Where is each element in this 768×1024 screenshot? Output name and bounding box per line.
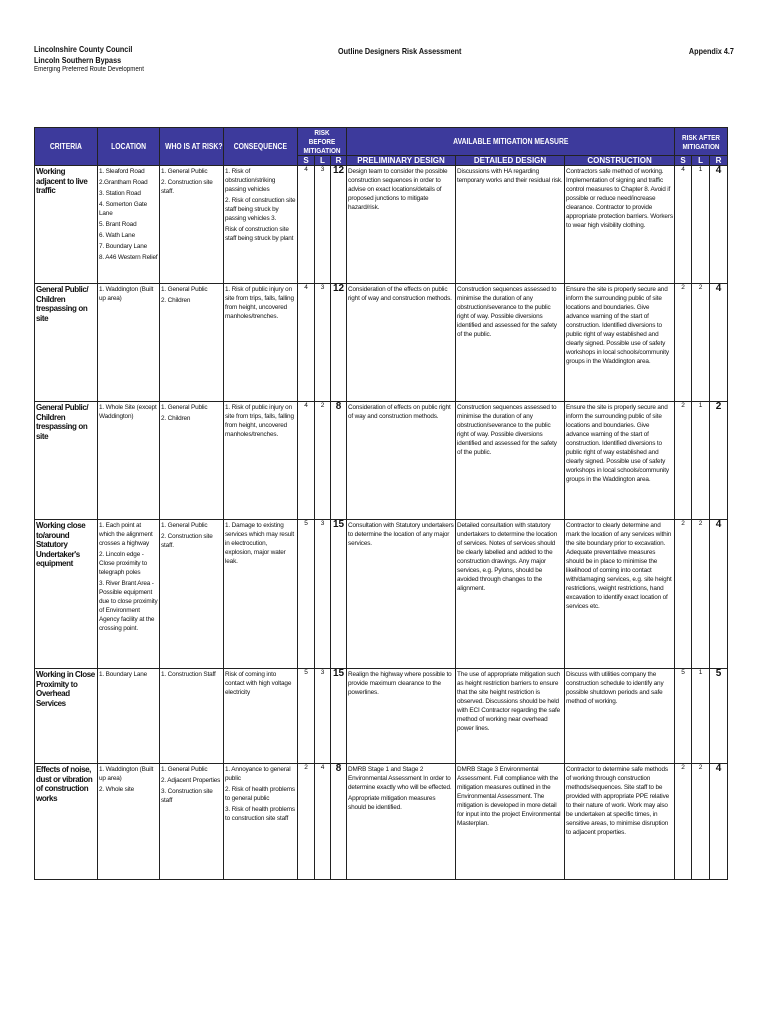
after-risk-cell: 4 [710, 764, 728, 880]
detailed-design-cell [456, 166, 565, 284]
risk-table-body [35, 166, 728, 880]
after-severity-cell: 5 [675, 669, 692, 764]
col-after-l: L [692, 156, 710, 166]
before-risk-cell: 8 [331, 402, 347, 520]
who-at-risk-cell-line: 1. General Public [161, 404, 208, 411]
after-likelihood-cell: 1 [692, 669, 710, 764]
consequence-cell-line: 1. Risk of obstruction/striking passing vehicles [225, 168, 276, 193]
preliminary-design-cell-line: Consultation with Statutory undertakers to determine the location of any major services. [348, 522, 454, 547]
after-severity-cell: 2 [675, 284, 692, 402]
preliminary-design-cell [347, 764, 456, 880]
col-mitigation: AVAILABLE MITIGATION MEASURE [347, 128, 675, 156]
col-construction: CONSTRUCTION [565, 156, 675, 166]
detailed-design-cell-line: DMRB Stage 3 Environmental Assessment. Full compliance with the mitigation measures outlined in the Environmental Assessment. The mitigation is developed in more detail for input into the project Environmental Masterplan. [457, 766, 561, 827]
construction-cell-line: Discuss with utilities company the construction schedule to identify any possible shutdown periods and safe method of working. [566, 671, 664, 705]
location-cell [98, 520, 160, 669]
location-cell-line: 1. Whole Site (except Waddington) [99, 404, 157, 420]
consequence-cell-line: Risk of construction site staff being struck by plant [225, 226, 294, 242]
who-at-risk-cell-line: 2. Children [161, 297, 191, 304]
before-severity-cell: 5 [298, 520, 315, 669]
col-risk-before: RISK BEFORE MITIGATION [298, 128, 347, 156]
detailed-design-cell [456, 764, 565, 880]
detailed-design-cell-line: Discussions with HA regarding temporary works and their residual risk. [457, 168, 563, 184]
construction-cell-line: Contractors safe method of working. Implementation of signing and traffic control measures to Chapter 8. Avoid if possible or reduce need/increase clearance. Contractor to provide appropriate protection barriers. Workers to wear high visibility clothing. [566, 168, 673, 229]
before-likelihood-cell: 3 [315, 166, 331, 284]
org-name: Lincolnshire County Council [34, 44, 133, 54]
table-row [35, 402, 728, 520]
consequence-cell-line: 2. Risk of construction site staff being struck by passing vehicles 3. [225, 197, 296, 222]
table-row [35, 669, 728, 764]
after-likelihood-cell: 1 [692, 166, 710, 284]
location-cell [98, 166, 160, 284]
consequence-cell [224, 284, 298, 402]
col-consequence: CONSEQUENCE [224, 128, 298, 166]
consequence-cell-line: 1. Damage to existing services which may result in electrocution, explosion, major water leak. [225, 522, 295, 565]
before-likelihood-cell: 3 [315, 669, 331, 764]
who-at-risk-cell-line: 2. Children [161, 415, 191, 422]
consequence-cell-line: 3. Risk of health problems to construction site staff [225, 806, 295, 822]
col-before-s: S [298, 156, 315, 166]
who-at-risk-cell-line: 1. General Public [161, 766, 208, 773]
before-severity-cell: 4 [298, 402, 315, 520]
who-at-risk-cell [160, 402, 224, 520]
location-cell-line: 2.Grantham Road [99, 179, 148, 186]
who-at-risk-cell-line: 2. Construction site staff. [161, 533, 213, 549]
construction-cell-line: Contractor to determine safe methods of working through construction methods/sequences. Site staff to be provided with appropriate PPE relative to their nature of work. Work may also be undertaken at specific times, in sensitive areas, to minimise disruption to adjacent properties. [566, 766, 670, 836]
preliminary-design-cell-line: Realign the highway where possible to provide maximum clearance to the powerlines. [348, 671, 452, 696]
col-before-r: R [331, 156, 347, 166]
after-risk-cell: 2 [710, 402, 728, 520]
location-cell-line: 3. River Brant Area - Possible equipment due to close proximity of Environment Agency facility at the crossing point. [99, 580, 158, 632]
who-at-risk-cell-line: 2. Adjacent Properties [161, 777, 221, 784]
table-row [35, 166, 728, 284]
before-risk-cell: 15 [331, 520, 347, 669]
construction-cell [565, 402, 675, 520]
criteria-cell-text: Working adjacent to live traffic [36, 167, 88, 195]
col-who-at-risk: WHO IS AT RISK? [160, 128, 224, 166]
construction-cell [565, 284, 675, 402]
project-subtitle: Emerging Preferred Route Development [34, 66, 144, 73]
header-left [34, 44, 159, 76]
location-cell [98, 402, 160, 520]
table-row [35, 520, 728, 669]
consequence-cell [224, 520, 298, 669]
who-at-risk-cell-line: 1. Construction Staff [161, 671, 216, 678]
who-at-risk-cell [160, 764, 224, 880]
after-severity-cell: 2 [675, 520, 692, 669]
location-cell [98, 764, 160, 880]
who-at-risk-cell-line: 1. General Public [161, 522, 208, 529]
criteria-cell [35, 402, 98, 520]
who-at-risk-cell-line: 2. Construction site staff. [161, 179, 213, 195]
criteria-cell [35, 669, 98, 764]
consequence-cell [224, 402, 298, 520]
construction-cell-line: Contractor to clearly determine and mark the location of any services within the site boundary prior to excavation. Adequate preventative measures should be in place to minimise the likelihood of coming into contact with/damaging services, e.g. site height restrictions, weight restrictions, hand excavation to identify exact location of services etc. [566, 522, 672, 610]
before-risk-cell: 8 [331, 764, 347, 880]
location-cell-line: 3. Station Road [99, 190, 141, 197]
consequence-cell-line: 1. Risk of public injury on site from trips, falls, falling from height, uncovered manholes/trenches. [225, 404, 294, 438]
who-at-risk-cell-line: 1. General Public [161, 286, 208, 293]
location-cell-line: 4. Somerton Gate Lane [99, 201, 148, 217]
before-likelihood-cell: 3 [315, 520, 331, 669]
before-risk-cell: 15 [331, 669, 347, 764]
who-at-risk-cell [160, 520, 224, 669]
criteria-cell [35, 166, 98, 284]
preliminary-design-cell [347, 402, 456, 520]
after-risk-cell: 4 [710, 166, 728, 284]
who-at-risk-cell-line: 1. General Public [161, 168, 208, 175]
preliminary-design-cell-line: Consideration of the effects on public right of way and construction methods. [348, 286, 452, 302]
construction-cell [565, 166, 675, 284]
construction-cell [565, 764, 675, 880]
preliminary-design-cell [347, 669, 456, 764]
before-severity-cell: 5 [298, 669, 315, 764]
preliminary-design-cell-line: Design team to consider the possible construction sequences in order to advise on exact locations/details of proposed junctions to mitigate hazard/risk. [348, 168, 448, 211]
project-name: Lincoln Southern Bypass [34, 54, 122, 65]
table-row [35, 284, 728, 402]
detailed-design-cell [456, 402, 565, 520]
before-severity-cell: 4 [298, 284, 315, 402]
col-before-l: L [315, 156, 331, 166]
location-cell-line: 7. Boundary Lane [99, 243, 148, 250]
location-cell [98, 284, 160, 402]
before-likelihood-cell: 4 [315, 764, 331, 880]
appendix-label: Appendix 4.7 [689, 46, 734, 56]
col-after-r: R [710, 156, 728, 166]
document-title: Outline Designers Risk Assessment [338, 46, 462, 56]
before-severity-cell: 2 [298, 764, 315, 880]
criteria-cell-text: General Public/ Children trespassing on site [36, 403, 89, 441]
after-likelihood-cell: 1 [692, 402, 710, 520]
location-cell-line: 1. Each point at which the alignment crosses a highway [99, 522, 153, 547]
detailed-design-cell [456, 284, 565, 402]
consequence-cell-line: 1. Annoyance to general public [225, 766, 291, 782]
criteria-cell-text: Working close to/around Statutory Undertaker's equipment [36, 521, 86, 568]
location-cell-line: 2. Lincoln edge - Close proximity to telegraph poles [99, 551, 148, 576]
preliminary-design-cell-line: Consideration of effects on public right of way and construction methods. [348, 404, 451, 420]
construction-cell [565, 669, 675, 764]
col-location: LOCATION [98, 128, 160, 166]
preliminary-design-cell-line: Appropriate mitigation measures should be identified. [348, 795, 436, 811]
after-severity-cell: 4 [675, 166, 692, 284]
table-row [35, 764, 728, 880]
after-likelihood-cell: 2 [692, 764, 710, 880]
after-risk-cell: 4 [710, 520, 728, 669]
criteria-cell [35, 764, 98, 880]
detailed-design-cell [456, 669, 565, 764]
location-cell-line: 5. Brant Road [99, 221, 137, 228]
before-severity-cell: 4 [298, 166, 315, 284]
preliminary-design-cell [347, 520, 456, 669]
consequence-cell-line: 2. Risk of health problems to general public [225, 786, 295, 802]
after-severity-cell: 2 [675, 402, 692, 520]
criteria-cell [35, 284, 98, 402]
after-risk-cell: 5 [710, 669, 728, 764]
detailed-design-cell-line: Construction sequences assessed to minimise the duration of any obstruction/severance to the public right of way. Possible diversions identified and assessed for the safety of the public. [457, 286, 557, 338]
consequence-cell [224, 764, 298, 880]
construction-cell-line: Ensure the site is properly secure and inform the surrounding public of site locations and boundaries. Give advance warning of the start of construction. Identified diversions to public right of way established and clearly signed. Possible use of safety workshops in local schools/community groups in the Waddington area. [566, 286, 669, 365]
after-likelihood-cell: 2 [692, 520, 710, 669]
location-cell [98, 669, 160, 764]
detailed-design-cell-line: The use of appropriate mitigation such as height restriction barriers to ensure that the site height restriction is observed. Discussions should be held with ECI Contractor regarding the safe method of working near overhead power lines. [457, 671, 561, 732]
construction-cell [565, 520, 675, 669]
who-at-risk-cell [160, 284, 224, 402]
after-severity-cell: 2 [675, 764, 692, 880]
before-risk-cell: 12 [331, 284, 347, 402]
location-cell-line: 2. Whole site [99, 786, 134, 793]
col-after-s: S [675, 156, 692, 166]
location-cell-line: 6. Wath Lane [99, 232, 135, 239]
col-risk-after: RISK AFTER MITIGATION [675, 128, 728, 156]
preliminary-design-cell-line: DMRB Stage 1 and Stage 2 Environmental Assessment In order to determine exactly who will be effected. [348, 766, 452, 791]
who-at-risk-cell [160, 166, 224, 284]
location-cell-line: 1. Waddington (Built up area) [99, 286, 154, 302]
criteria-cell-text: Working in Close Proximity to Overhead Services [36, 670, 95, 708]
risk-assessment-table [34, 127, 728, 880]
construction-cell-line: Ensure the site is properly secure and inform the surrounding public of site locations and boundaries. Give advance warning of the start of construction. Identified diversions to public right of way established and clearly signed. Possible use of safety workshops in local schools/community groups in the Waddington area. [566, 404, 669, 483]
after-likelihood-cell: 2 [692, 284, 710, 402]
col-preliminary-design: PRELIMINARY DESIGN [347, 156, 456, 166]
preliminary-design-cell [347, 166, 456, 284]
consequence-cell [224, 166, 298, 284]
detailed-design-cell-line: Construction sequences assessed to minimise the duration of any obstruction/severance to the public right of way. Possible diversions identified and assessed for the safety of the public. [457, 404, 557, 456]
after-risk-cell: 4 [710, 284, 728, 402]
criteria-cell-text: Effects of noise, dust or vibration of construction works [36, 765, 93, 803]
preliminary-design-cell [347, 284, 456, 402]
before-risk-cell: 12 [331, 166, 347, 284]
location-cell-line: 8. A46 Western Relief [99, 254, 158, 261]
criteria-cell-text: General Public/ Children trespassing on site [36, 285, 89, 323]
location-cell-line: 1. Waddington (Built up area) [99, 766, 154, 782]
before-likelihood-cell: 3 [315, 284, 331, 402]
criteria-cell [35, 520, 98, 669]
consequence-cell-line: 1. Risk of public injury on site from trips, falls, falling from height, uncovered manholes/trenches. [225, 286, 294, 320]
col-criteria: CRITERIA [35, 128, 98, 166]
who-at-risk-cell-line: 3. Construction site staff [161, 788, 213, 804]
before-likelihood-cell: 2 [315, 402, 331, 520]
detailed-design-cell-line: Detailed consultation with statutory undertakers to determine the location of services. Notes of services should be clearly labelled and added to the construction drawings. Any major services, e.g. Pylons, should be avoided through changes to the alignment. [457, 522, 557, 592]
who-at-risk-cell [160, 669, 224, 764]
consequence-cell [224, 669, 298, 764]
detailed-design-cell [456, 520, 565, 669]
consequence-cell-line: Risk of coming into contact with high voltage electricity [225, 671, 292, 696]
location-cell-line: 1. Sleaford Road [99, 168, 145, 175]
location-cell-line: 1. Boundary Lane [99, 671, 148, 678]
col-detailed-design: DETAILED DESIGN [456, 156, 565, 166]
